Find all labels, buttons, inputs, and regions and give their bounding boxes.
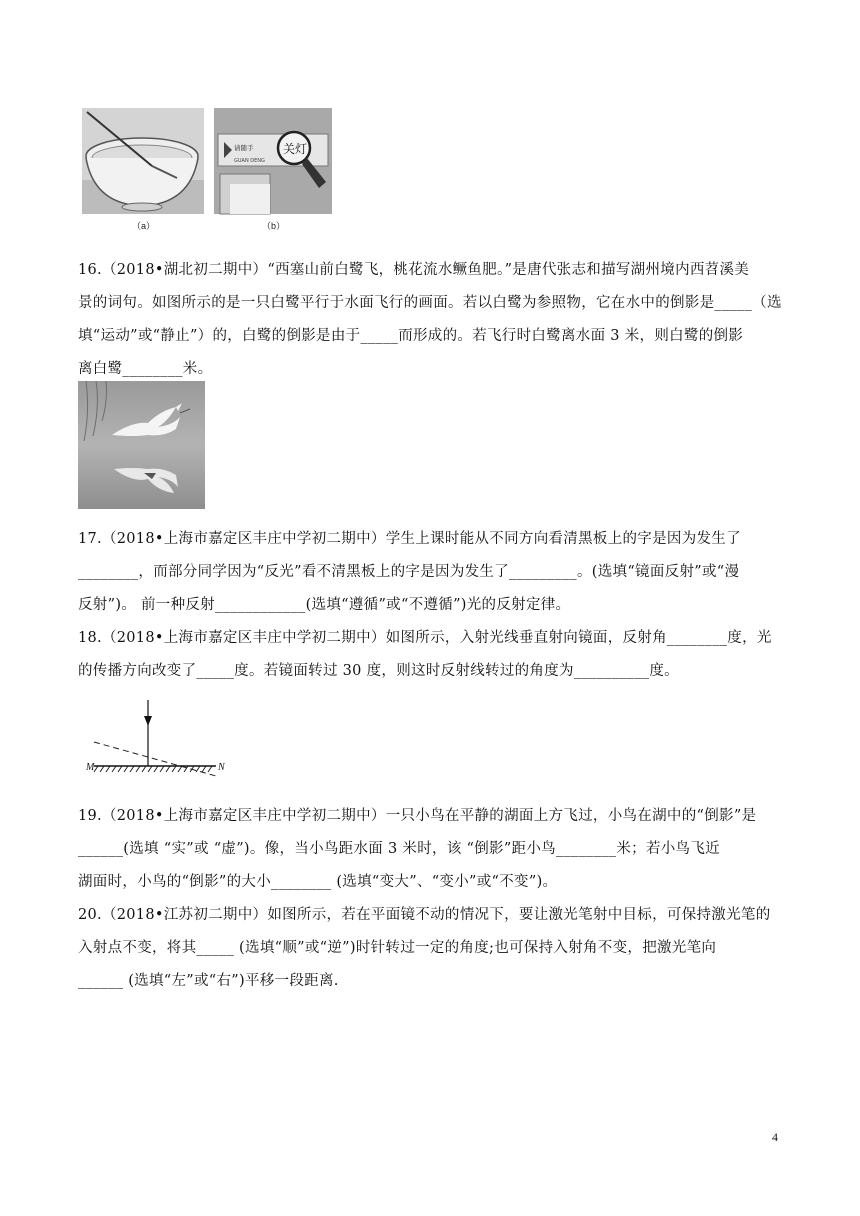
question-16-line-2: 景的词句。如图所示的是一只白鹭平行于水面飞行的画面。若以白鹭为参照物，它在水中的倒影是_____（选 bbox=[78, 295, 782, 311]
figure-a-caption: （a） bbox=[132, 221, 156, 231]
page-number: 4 bbox=[772, 1130, 778, 1144]
question-16-line-1: 16.（2018•湖北初二期中）“西塞山前白鹭飞，桃花流水鳜鱼肥。”是唐代张志和描写湖州境内西苕溪美 bbox=[78, 262, 750, 278]
question-20-line-1: 20.（2018•江苏初二期中）如图所示，若在平面镜不动的情况下，要让激光笔射中目标，可保持激光笔的 bbox=[78, 907, 771, 923]
egret-photo bbox=[78, 381, 205, 509]
sign-figure bbox=[214, 108, 332, 233]
question-17-line-1: 17.（2018•上海市嘉定区丰庄中学初二期中）学生上课时能从不同方向看清黑板上的字是因为发生了 bbox=[78, 531, 741, 547]
question-20-line-2: 入射点不变，将其_____ (选填“顺”或“逆”)时针转过一定的角度;也可保持入射角不变，把激光笔向 bbox=[78, 940, 717, 956]
question-17-line-2: ________，而部分同学因为“反光”看不清黑板上的字是因为发生了_________。(选填“镜面反射”或“漫 bbox=[78, 564, 740, 580]
question-18-line-2: 的传播方向改变了_____度。若镜面转过 30 度，则这时反射线转过的角度为__________度。 bbox=[78, 663, 679, 679]
question-17 bbox=[78, 523, 788, 622]
mirror-diagram bbox=[86, 696, 226, 778]
question-18 bbox=[78, 622, 788, 688]
question-16 bbox=[78, 254, 788, 386]
question-16-line-3: 填“运动”或“静止”）的，白鹭的倒影是由于_____而形成的。若飞行时白鹭离水面 3 米，则白鹭的倒影 bbox=[78, 328, 744, 344]
sign-main-text: 关灯 bbox=[283, 142, 308, 156]
figure-b-caption: （b） bbox=[262, 221, 286, 231]
sign-prefix-text: 请随手 bbox=[234, 144, 254, 152]
question-19-line-2: ______(选填 “实”或 “虚”)。像，当小鸟距水面 3 米时，该 “倒影”距小鸟________米；若小鸟飞近 bbox=[78, 841, 720, 857]
question-19-line-1: 19.（2018•上海市嘉定区丰庄中学初二期中）一只小鸟在平静的湖面上方飞过，小鸟在湖中的“倒影”是 bbox=[78, 808, 757, 824]
sign-pinyin-text: GUAN DENG bbox=[234, 158, 265, 164]
question-16-line-4: 离白鹭________米。 bbox=[78, 361, 213, 377]
question-19-line-3: 湖面时，小鸟的“倒影”的大小________ (选填“变大”、“变小”或“不变”)。 bbox=[78, 874, 558, 890]
question-20-line-3: ______ (选填“左”或“右”)平移一段距离. bbox=[78, 973, 339, 989]
bowl-figure bbox=[82, 108, 204, 233]
mirror-label-n: N bbox=[218, 762, 225, 773]
question-17-line-3: 反射”)。 前一种反射____________(选填“遵循”或“不遵循”)光的反射定律。 bbox=[78, 597, 571, 613]
mirror-label-m: M bbox=[86, 762, 95, 773]
question-18-line-1: 18.（2018•上海市嘉定区丰庄中学初二期中）如图所示，入射光线垂直射向镜面，反射角________度，光 bbox=[78, 630, 772, 646]
question-20 bbox=[78, 899, 788, 998]
question-19 bbox=[78, 800, 788, 899]
